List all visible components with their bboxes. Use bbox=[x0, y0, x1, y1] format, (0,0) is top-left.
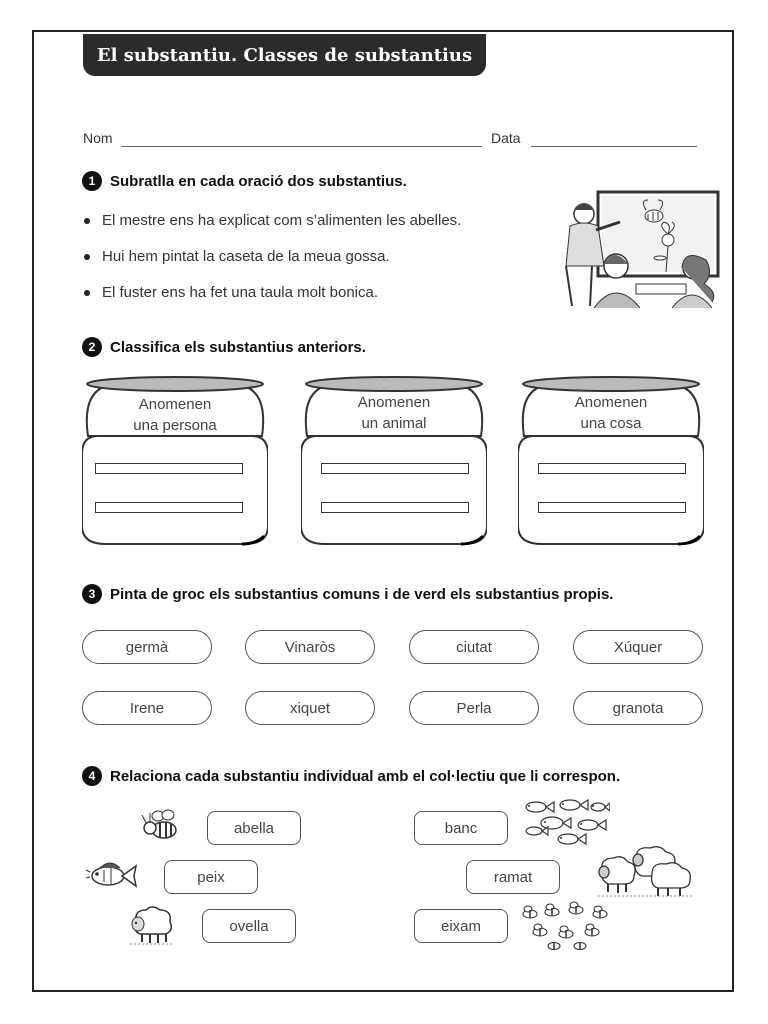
bullet-icon bbox=[84, 254, 90, 260]
bee-swarm-icon bbox=[518, 900, 614, 952]
word-pill[interactable]: Xúquer bbox=[573, 630, 703, 664]
exercise-number: 3 bbox=[82, 584, 102, 604]
word-pill[interactable]: Perla bbox=[409, 691, 539, 725]
jar-label-line1: Anomenen bbox=[574, 394, 648, 411]
word-pill[interactable]: Vinaròs bbox=[245, 630, 375, 664]
bee-icon bbox=[138, 808, 182, 844]
name-label: Nom bbox=[83, 130, 113, 146]
date-field[interactable] bbox=[531, 146, 697, 147]
fish-icon bbox=[84, 856, 140, 892]
date-label: Data bbox=[491, 130, 521, 146]
answer-field[interactable] bbox=[321, 502, 469, 513]
answer-field[interactable] bbox=[321, 463, 469, 474]
jar-label-line1: Anomenen bbox=[357, 394, 431, 411]
jar-label-line2: un animal bbox=[361, 415, 427, 432]
bullet-icon bbox=[84, 290, 90, 296]
exercise-instruction: Relaciona cada substantiu individual amb el col·lectiu que li correspon. bbox=[110, 767, 621, 785]
sentence-text: El fuster ens ha fet una taula molt bonica. bbox=[102, 284, 378, 301]
exercise-number: 2 bbox=[82, 337, 102, 357]
answer-field[interactable] bbox=[95, 502, 243, 513]
exercise-3-heading bbox=[82, 584, 613, 604]
word-pill[interactable]: ciutat bbox=[409, 630, 539, 664]
jar-persona bbox=[82, 374, 268, 548]
word-pill[interactable]: germà bbox=[82, 630, 212, 664]
word-box-individual[interactable]: peix bbox=[164, 860, 258, 894]
word-box-individual[interactable]: abella bbox=[207, 811, 301, 845]
exercise-2-heading bbox=[82, 337, 366, 357]
sheep-flock-icon bbox=[596, 842, 694, 898]
jar-label-line1: Anomenen bbox=[138, 396, 212, 413]
word-box-collective[interactable]: eixam bbox=[414, 909, 508, 943]
name-field[interactable] bbox=[121, 146, 482, 147]
fish-school-icon bbox=[514, 795, 610, 847]
jar-animal bbox=[301, 374, 487, 548]
classroom-illustration-icon bbox=[556, 190, 720, 308]
exercise-1-heading bbox=[82, 171, 407, 191]
sentence-text: El mestre ens ha explicat com s’alimenten les abelles. bbox=[102, 212, 462, 229]
sentence-text: Hui hem pintat la caseta de la meua gossa. bbox=[102, 248, 390, 265]
word-box-collective[interactable]: banc bbox=[414, 811, 508, 845]
sentence-item[interactable] bbox=[84, 248, 390, 265]
exercise-instruction: Classifica els substantius anteriors. bbox=[110, 338, 366, 356]
answer-field[interactable] bbox=[538, 463, 686, 474]
exercise-number: 4 bbox=[82, 766, 102, 786]
page-title: El substantiu. Classes de substantius bbox=[83, 34, 486, 76]
word-box-collective[interactable]: ramat bbox=[466, 860, 560, 894]
jar-cosa bbox=[518, 374, 704, 548]
jar-label-line2: una cosa bbox=[580, 415, 642, 432]
bullet-icon bbox=[84, 218, 90, 224]
exercise-4-heading bbox=[82, 766, 620, 786]
word-pill[interactable]: Irene bbox=[82, 691, 212, 725]
word-pill[interactable]: granota bbox=[573, 691, 703, 725]
sentence-item[interactable] bbox=[84, 284, 378, 301]
exercise-number: 1 bbox=[82, 171, 102, 191]
word-box-individual[interactable]: ovella bbox=[202, 909, 296, 943]
answer-field[interactable] bbox=[538, 502, 686, 513]
exercise-instruction: Subratlla en cada oració dos substantius. bbox=[110, 172, 407, 190]
sheep-icon bbox=[126, 902, 176, 946]
jar-label-line2: una persona bbox=[133, 417, 217, 434]
sentence-item[interactable] bbox=[84, 212, 461, 229]
answer-field[interactable] bbox=[95, 463, 243, 474]
word-pill[interactable]: xiquet bbox=[245, 691, 375, 725]
exercise-instruction: Pinta de groc els substantius comuns i de verd els substantius propis. bbox=[110, 585, 614, 603]
